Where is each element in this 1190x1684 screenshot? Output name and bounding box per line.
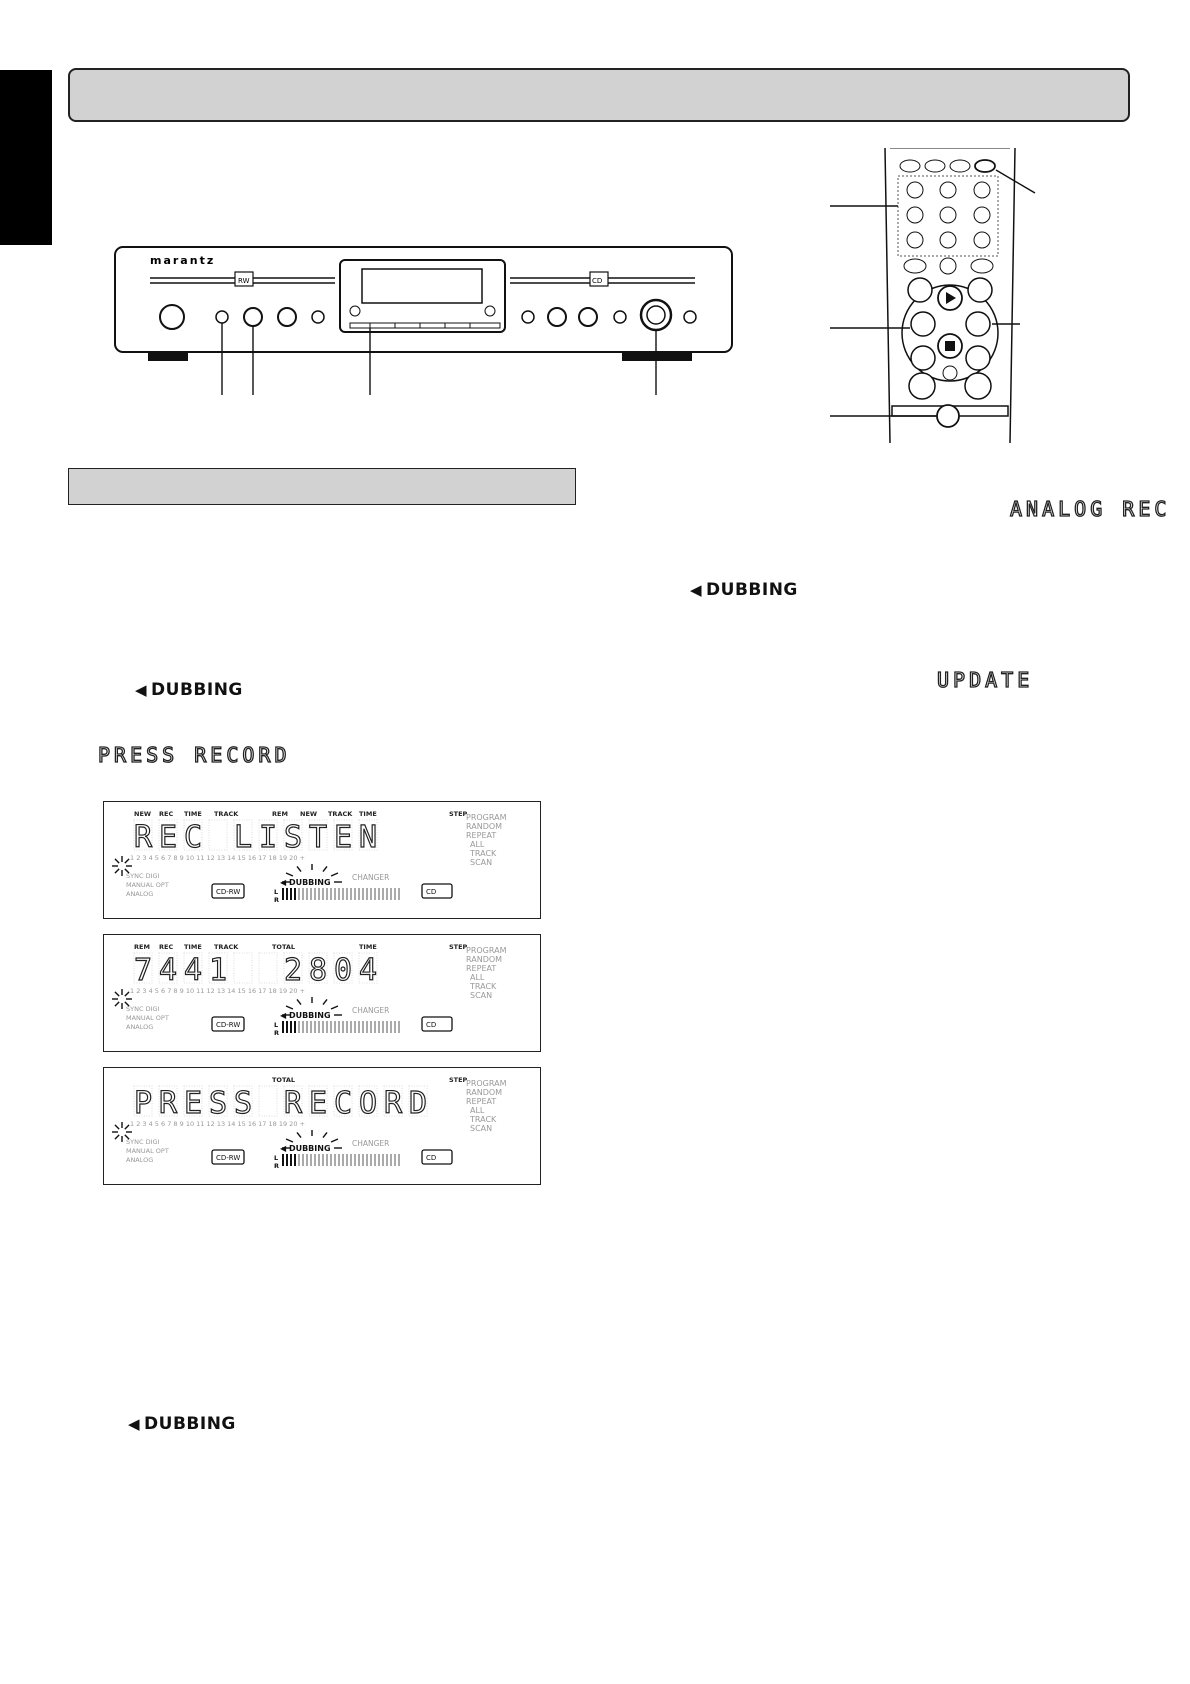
display-character: R — [283, 1086, 303, 1121]
display-mode-label: RANDOM — [466, 822, 503, 831]
display-mode-label: REPEAT — [466, 831, 497, 840]
flashing-indicator-icon — [112, 1122, 132, 1142]
level-meter-bar — [386, 1154, 388, 1166]
display-character: E — [308, 1086, 328, 1121]
level-meter-bar — [390, 888, 392, 900]
display-character: 7 — [133, 953, 153, 988]
display-character: E — [158, 820, 178, 855]
display-top-label: TOTAL — [272, 943, 296, 951]
level-meter-bar — [286, 1021, 288, 1033]
level-channel-label: R — [274, 1029, 280, 1037]
level-meter-bar — [294, 1154, 296, 1166]
level-meter-bar — [350, 1154, 352, 1166]
level-meter-bar — [358, 1154, 360, 1166]
level-meter-bar — [334, 1154, 336, 1166]
display-character: I — [258, 820, 278, 855]
display-panel — [103, 934, 541, 1052]
level-meter-bar — [370, 1154, 372, 1166]
display-mode-label: TRACK — [470, 1115, 497, 1124]
level-meter-bar — [378, 1154, 380, 1166]
segment-cell — [259, 1086, 277, 1116]
level-meter-bar — [366, 1154, 368, 1166]
display-top-label: TIME — [184, 810, 202, 818]
display-top-label: TOTAL — [272, 1076, 296, 1084]
display-character: N — [358, 820, 378, 855]
level-meter-bar — [398, 1021, 400, 1033]
display-mode-label: RANDOM — [466, 955, 503, 964]
level-meter-bar — [358, 888, 360, 900]
level-meter-bar — [378, 1021, 380, 1033]
level-meter-bar — [342, 1154, 344, 1166]
display-mode-label: SCAN — [470, 1124, 493, 1133]
level-meter-bar — [310, 888, 312, 900]
level-meter-bar — [330, 1021, 332, 1033]
level-meter-bar — [338, 1021, 340, 1033]
cd-rw-label: CD-RW — [216, 888, 241, 896]
level-meter-bar — [314, 888, 316, 900]
level-channel-label: R — [274, 896, 280, 904]
track-numbers: 1 2 3 4 5 6 7 8 9 10 11 12 13 14 15 16 17 18 19 20 + — [130, 854, 305, 862]
display-input-label: MANUAL OPT — [126, 881, 169, 889]
level-meter-bar — [390, 1154, 392, 1166]
display-character: 4 — [358, 953, 378, 988]
level-meter-bar — [314, 1021, 316, 1033]
level-meter-bar — [322, 888, 324, 900]
display-top-label: REM — [272, 810, 288, 818]
level-meter-bar — [342, 888, 344, 900]
level-meter-bar — [318, 888, 320, 900]
display-top-label: NEW — [134, 810, 152, 818]
display-character: E — [333, 820, 353, 855]
level-meter-bar — [394, 1154, 396, 1166]
level-meter-bar — [354, 1154, 356, 1166]
level-meter-bar — [338, 1154, 340, 1166]
level-meter-bar — [350, 888, 352, 900]
level-meter-bar — [394, 1021, 396, 1033]
display-character: S — [208, 1086, 228, 1121]
display-input-label: SYNC DIGI — [126, 872, 160, 880]
display-top-label: TRACK — [214, 810, 239, 818]
display-mode-label: REPEAT — [466, 964, 497, 973]
cd-rw-label: CD-RW — [216, 1021, 241, 1029]
level-meter-bar — [326, 888, 328, 900]
level-meter-bar — [366, 888, 368, 900]
display-input-label: ANALOG — [126, 1156, 154, 1164]
level-meter-bar — [298, 888, 300, 900]
level-meter-bar — [282, 888, 284, 900]
segment-cell — [209, 820, 227, 850]
dubbing-button-symbol: ◀ DUBBING — [690, 580, 798, 600]
level-meter-bar — [394, 888, 396, 900]
level-meter-bar — [314, 1154, 316, 1166]
level-meter-bar — [398, 888, 400, 900]
dubbing-button-symbol: ◀ DUBBING — [135, 680, 243, 700]
level-meter-bar — [386, 1021, 388, 1033]
dubbing-label: ◀ DUBBING — [280, 1144, 331, 1153]
level-channel-label: L — [274, 888, 279, 896]
display-mode-label: PROGRAM — [466, 813, 507, 822]
display-character: 2 — [283, 953, 303, 988]
level-meter-bar — [290, 1021, 292, 1033]
display-character: C — [183, 820, 203, 855]
analog-rec-readout: ANALOG REC — [1010, 497, 1171, 521]
cd-label: CD — [426, 1021, 437, 1029]
level-meter-bar — [362, 888, 364, 900]
level-meter-bar — [310, 1154, 312, 1166]
display-mode-label: TRACK — [470, 982, 497, 991]
changer-label: CHANGER — [352, 1006, 390, 1015]
level-meter-bar — [354, 1021, 356, 1033]
section-bar — [68, 468, 576, 505]
level-meter-bar — [350, 1021, 352, 1033]
level-meter-bar — [374, 1154, 376, 1166]
display-mode-label: PROGRAM — [466, 946, 507, 955]
display-mode-label: ALL — [470, 973, 485, 982]
display-character: R — [158, 1086, 178, 1121]
level-meter-bar — [294, 1021, 296, 1033]
language-tab — [0, 70, 52, 245]
track-numbers: 1 2 3 4 5 6 7 8 9 10 11 12 13 14 15 16 17 18 19 20 + — [130, 987, 305, 995]
level-meter-bar — [330, 1154, 332, 1166]
display-top-label: STEP — [449, 810, 468, 818]
level-meter-bar — [302, 888, 304, 900]
level-meter-bar — [358, 1021, 360, 1033]
cd-rw-label: CD-RW — [216, 1154, 241, 1162]
level-meter-bar — [374, 1021, 376, 1033]
display-character: S — [283, 820, 303, 855]
segment-cell — [259, 953, 277, 983]
track-numbers: 1 2 3 4 5 6 7 8 9 10 11 12 13 14 15 16 17 18 19 20 + — [130, 1120, 305, 1128]
display-mode-label: REPEAT — [466, 1097, 497, 1106]
display-mode-label: ALL — [470, 840, 485, 849]
level-channel-label: L — [274, 1021, 279, 1029]
display-mode-label: ALL — [470, 1106, 485, 1115]
level-meter-bar — [306, 1154, 308, 1166]
display-mode-label: RANDOM — [466, 1088, 503, 1097]
recorder-front-panel — [110, 245, 740, 405]
press-record-readout: PRESS RECORD — [98, 743, 291, 767]
level-meter-bar — [346, 1021, 348, 1033]
level-meter-bar — [286, 888, 288, 900]
display-top-label: TRACK — [328, 810, 353, 818]
display-character: 4 — [158, 953, 178, 988]
flashing-indicator-icon — [112, 989, 132, 1009]
level-meter-bar — [346, 1154, 348, 1166]
level-meter-bar — [306, 888, 308, 900]
display-character: E — [183, 1086, 203, 1121]
level-meter-bar — [302, 1021, 304, 1033]
level-meter-bar — [378, 888, 380, 900]
display-panel — [103, 801, 541, 919]
display-top-label: STEP — [449, 943, 468, 951]
level-meter-bar — [382, 1154, 384, 1166]
dubbing-button-symbol: ◀ DUBBING — [128, 1414, 236, 1434]
level-meter-bar — [290, 1154, 292, 1166]
level-meter-bar — [318, 1154, 320, 1166]
display-character: C — [333, 1086, 353, 1121]
level-channel-label: L — [274, 1154, 279, 1162]
level-meter-bar — [326, 1154, 328, 1166]
display-input-label: SYNC DIGI — [126, 1138, 160, 1146]
level-meter-bar — [366, 1021, 368, 1033]
display-top-label: TRACK — [214, 943, 239, 951]
level-meter-bar — [290, 888, 292, 900]
level-meter-bar — [374, 888, 376, 900]
display-character: T — [308, 820, 328, 855]
level-meter-bar — [330, 888, 332, 900]
level-meter-bar — [326, 1021, 328, 1033]
display-top-label: TIME — [184, 943, 202, 951]
remote-control — [830, 148, 1060, 448]
display-top-label: NEW — [300, 810, 318, 818]
display-character: 0 — [333, 953, 353, 988]
level-meter-bar — [362, 1021, 364, 1033]
cd-label: CD — [426, 888, 437, 896]
level-meter-bar — [302, 1154, 304, 1166]
display-top-label: TIME — [359, 943, 377, 951]
level-meter-bar — [338, 888, 340, 900]
display-mode-label: TRACK — [470, 849, 497, 858]
display-panel — [103, 1067, 541, 1185]
display-character: O — [358, 1086, 378, 1121]
display-character: 1 — [208, 953, 228, 988]
level-meter-bar — [306, 1021, 308, 1033]
level-meter-bar — [370, 888, 372, 900]
display-input-label: MANUAL OPT — [126, 1014, 169, 1022]
display-input-label: MANUAL OPT — [126, 1147, 169, 1155]
level-meter-bar — [386, 888, 388, 900]
level-meter-bar — [322, 1021, 324, 1033]
level-meter-bar — [362, 1154, 364, 1166]
brand-logo: marantz — [150, 254, 216, 267]
dubbing-label: ◀ DUBBING — [280, 878, 331, 887]
rw-badge: RW — [238, 277, 250, 285]
display-character: R — [383, 1086, 403, 1121]
level-meter-bar — [334, 888, 336, 900]
display-top-label: REC — [159, 810, 174, 818]
cd-label: CD — [426, 1154, 437, 1162]
display-top-label: STEP — [449, 1076, 468, 1084]
display-character: 4 — [183, 953, 203, 988]
update-readout: UPDATE — [937, 668, 1034, 692]
level-meter-bar — [342, 1021, 344, 1033]
level-meter-bar — [322, 1154, 324, 1166]
segment-cell — [234, 953, 252, 983]
level-meter-bar — [298, 1154, 300, 1166]
display-top-label: REC — [159, 943, 174, 951]
level-meter-bar — [282, 1021, 284, 1033]
title-bar — [68, 68, 1130, 122]
display-character: R — [133, 820, 153, 855]
display-mode-label: SCAN — [470, 991, 493, 1000]
display-mode-label: SCAN — [470, 858, 493, 867]
level-meter-bar — [294, 888, 296, 900]
display-character: D — [408, 1086, 428, 1121]
cd-badge: CD — [592, 277, 603, 285]
display-character: L — [233, 820, 253, 855]
display-top-label: TIME — [359, 810, 377, 818]
dubbing-label: ◀ DUBBING — [280, 1011, 331, 1020]
display-character: 8 — [308, 953, 328, 988]
level-meter-bar — [310, 1021, 312, 1033]
display-character: S — [233, 1086, 253, 1121]
level-meter-bar — [334, 1021, 336, 1033]
level-meter-bar — [282, 1154, 284, 1166]
display-mode-label: PROGRAM — [466, 1079, 507, 1088]
display-input-label: ANALOG — [126, 1023, 154, 1031]
level-meter-bar — [354, 888, 356, 900]
level-meter-bar — [390, 1021, 392, 1033]
level-meter-bar — [318, 1021, 320, 1033]
display-top-label: REM — [134, 943, 150, 951]
level-meter-bar — [298, 1021, 300, 1033]
level-meter-bar — [346, 888, 348, 900]
display-input-label: SYNC DIGI — [126, 1005, 160, 1013]
level-meter-bar — [286, 1154, 288, 1166]
level-meter-bar — [398, 1154, 400, 1166]
level-meter-bar — [370, 1021, 372, 1033]
flashing-indicator-icon — [112, 856, 132, 876]
display-input-label: ANALOG — [126, 890, 154, 898]
display-character: P — [133, 1086, 153, 1121]
level-channel-label: R — [274, 1162, 280, 1170]
changer-label: CHANGER — [352, 873, 390, 882]
level-meter-bar — [382, 1021, 384, 1033]
level-meter-bar — [382, 888, 384, 900]
changer-label: CHANGER — [352, 1139, 390, 1148]
